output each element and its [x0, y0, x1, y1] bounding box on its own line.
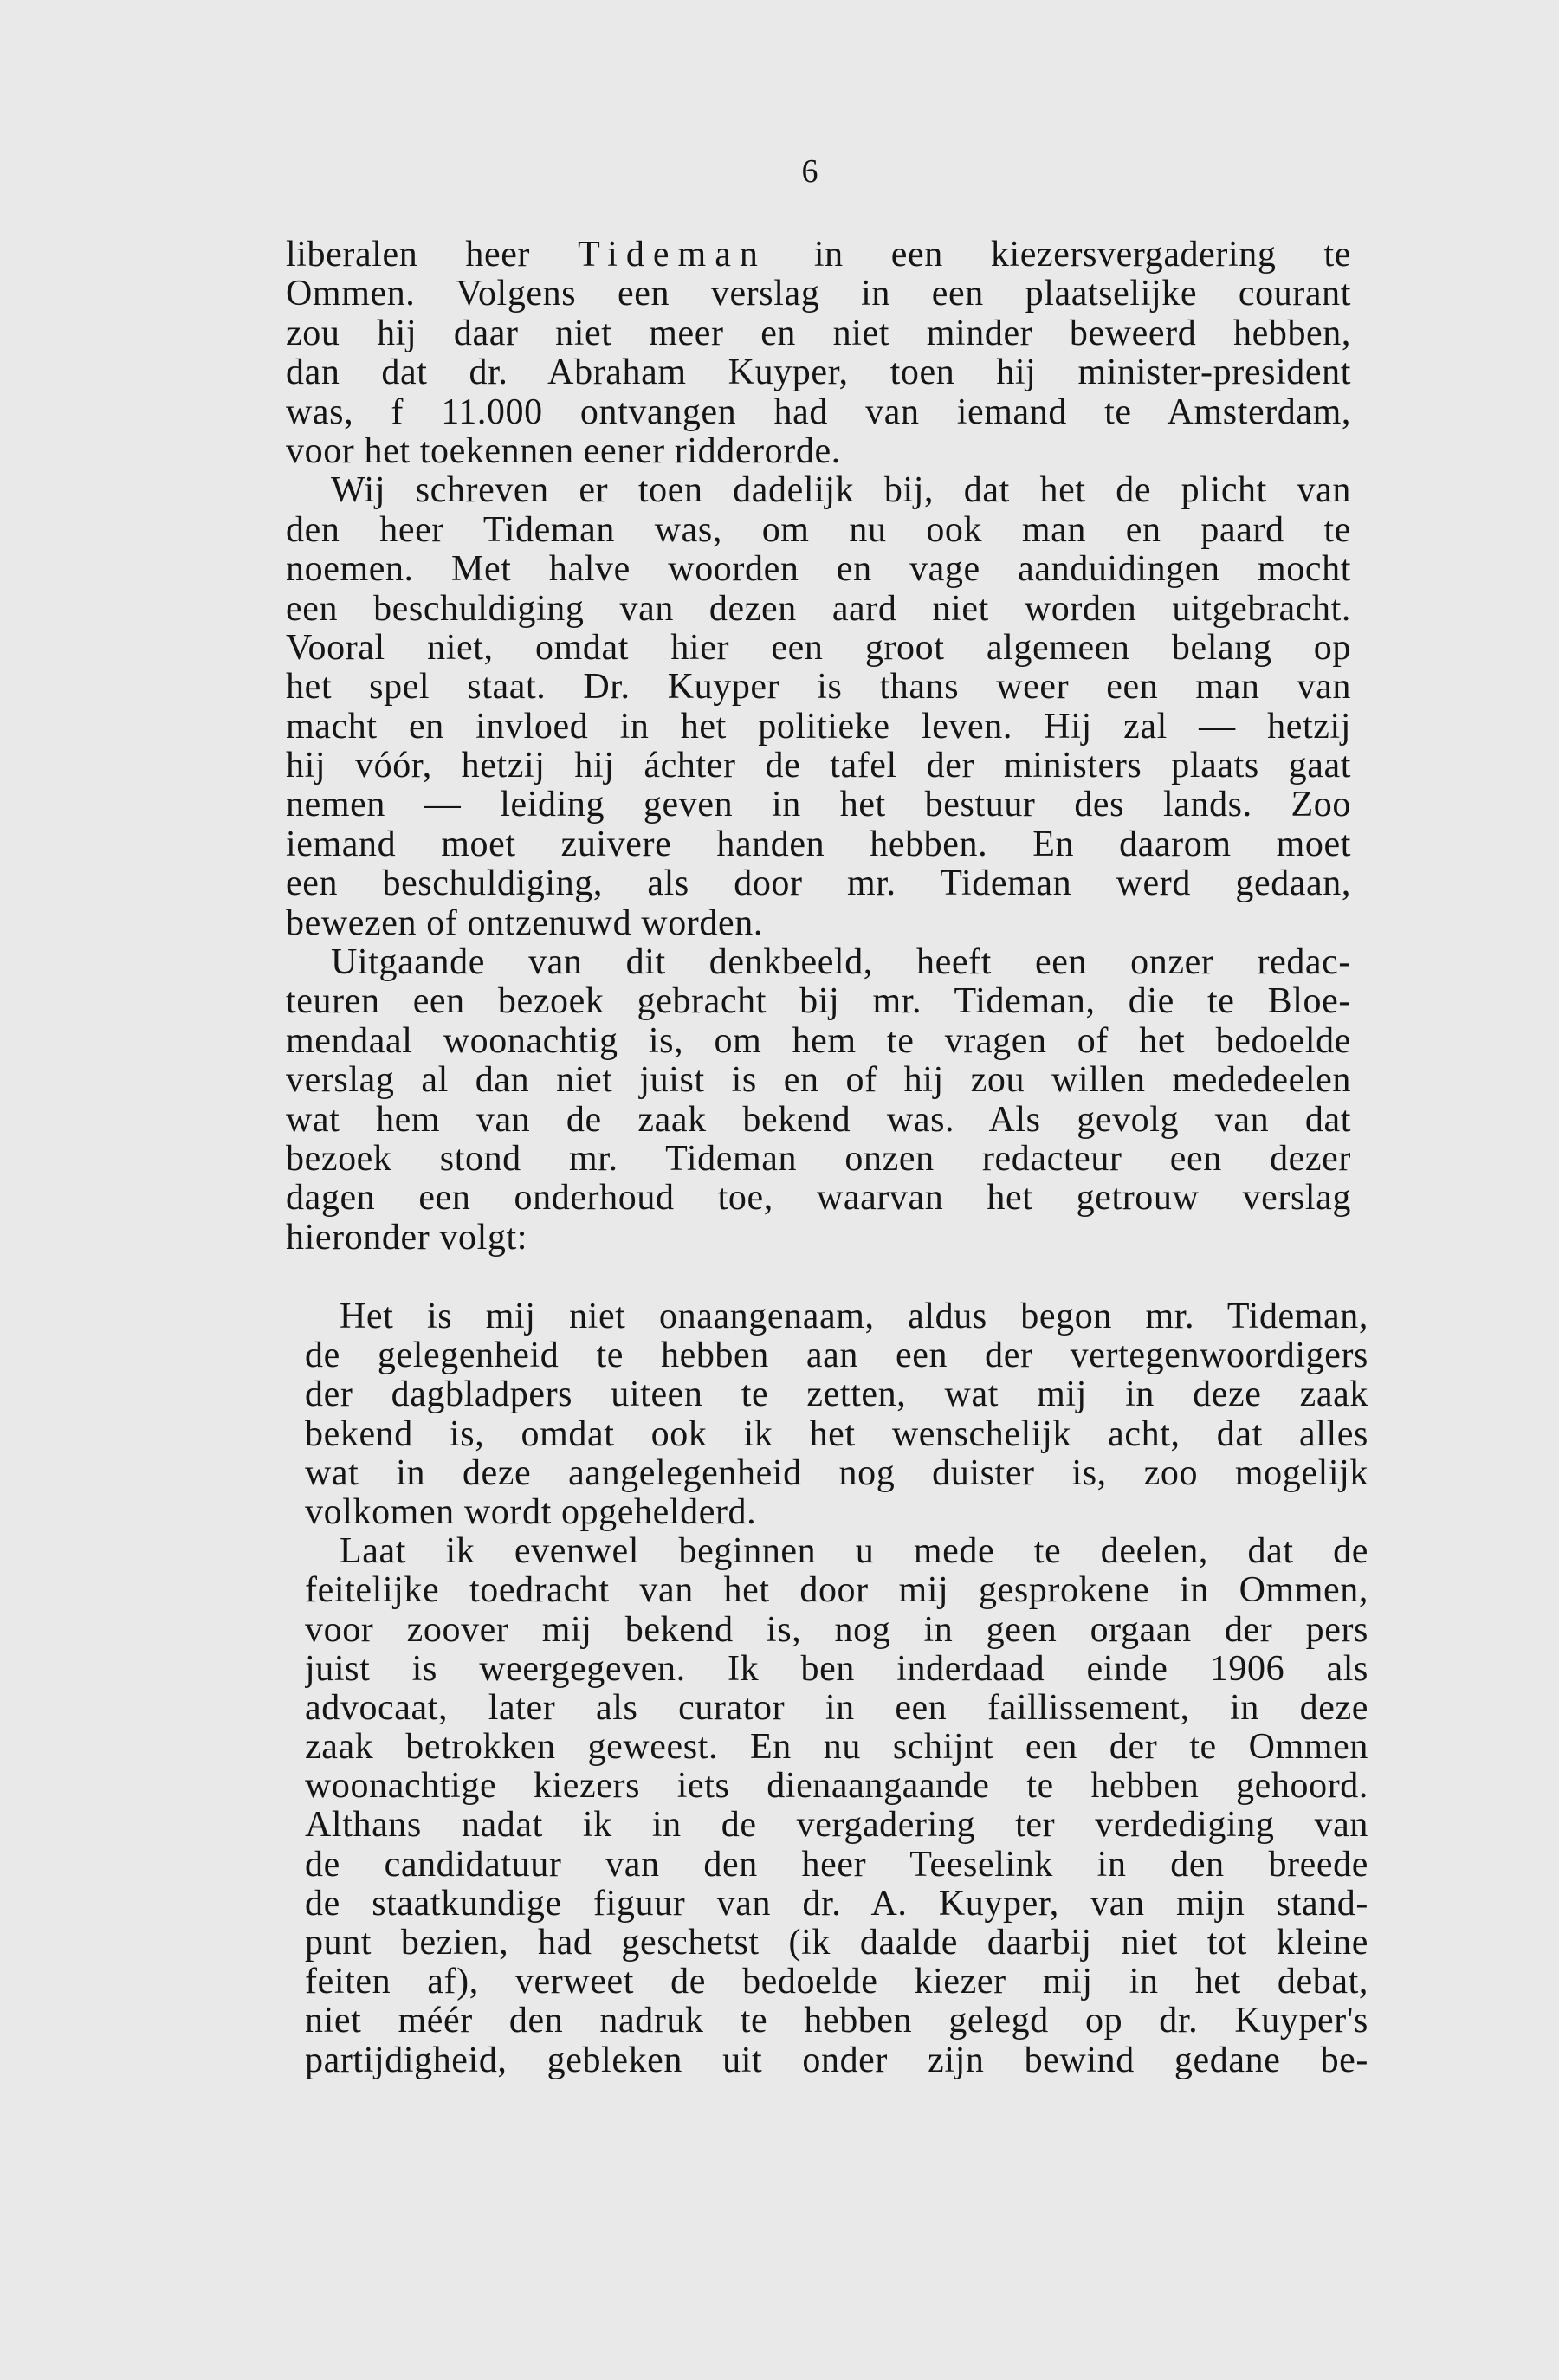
page-number: 6 [801, 153, 818, 190]
text-line: woonachtige kiezers iets dienaangaande te hebben gehoord. [305, 1767, 1368, 1807]
text-line: advocaat, later als curator in een faillissement, in deze [305, 1688, 1368, 1728]
text-line: een beschuldiging van dezen aard niet worden uitgebracht. [286, 589, 1351, 629]
text-block-interview [305, 1297, 1368, 2080]
text-line: juist is weergegeven. Ik ben inderdaad einde 1906 als [305, 1649, 1368, 1689]
text-line [286, 236, 1351, 275]
text-line: Wij schreven er toen dadelijk bij, dat het de plicht van [331, 471, 1351, 511]
text-line: dagen een onderhoud toe, waarvan het getrouw verslag [286, 1179, 1351, 1219]
text-fragment: in een kiezersvergadering te [766, 236, 1351, 275]
text-line: de staatkundige figuur van dr. A. Kuyper, van mijn stand- [305, 1884, 1368, 1924]
text-line: Uitgaande van dit denkbeeld, heeft een onzer redac- [331, 943, 1351, 983]
text-line: de candidatuur van den heer Teeselink in den breede [305, 1845, 1368, 1885]
text-line: zaak betrokken geweest. En nu schijnt een der te Ommen [305, 1728, 1368, 1768]
text-line: den heer Tideman was, om nu ook man en paard te [286, 510, 1351, 550]
text-line: wat hem van de zaak bekend was. Als gevolg van dat [286, 1100, 1351, 1140]
text-line: feiten af), verweet de bedoelde kiezer mij in het debat, [305, 1963, 1368, 2002]
text-line: zou hij daar niet meer en niet minder beweerd hebben, [286, 314, 1351, 353]
text-line: nemen — leiding geven in het bestuur des lands. Zoo [286, 786, 1351, 825]
text-line: Ommen. Volgens een verslag in een plaatselijke courant [286, 275, 1351, 314]
text-line: hieronder volgt: [286, 1218, 528, 1258]
text-line: bezoek stond mr. Tideman onzen redacteur een dezer [286, 1139, 1351, 1179]
text-line: voor het toekennen eener ridderorde. [286, 431, 841, 471]
text-line: de gelegenheid te hebben aan een der vertegenwoordigers [305, 1336, 1368, 1376]
text-line: wat in deze aangelegenheid nog duister is, zoo mogelijk [305, 1453, 1368, 1493]
spaced-name: Tideman [578, 236, 767, 275]
text-fragment: liberalen heer [286, 236, 579, 275]
text-line: hij vóór, hetzij hij áchter de tafel der ministers plaats gaat [286, 747, 1351, 786]
text-line: mendaal woonachtig is, om hem te vragen of het bedoelde [286, 1021, 1351, 1061]
text-line: punt bezien, had geschetst (ik daalde daarbij niet tot kleine [305, 1924, 1368, 1963]
text-line: bekend is, omdat ook ik het wenschelijk acht, dat alles [305, 1414, 1368, 1454]
text-line: dan dat dr. Abraham Kuyper, toen hij minister-president [286, 353, 1351, 393]
text-line: niet méér den nadruk te hebben gelegd op dr. Kuyper's [305, 2002, 1368, 2041]
text-line: Vooral niet, omdat hier een groot algemeen belang op [286, 628, 1351, 668]
text-line: het spel staat. Dr. Kuyper is thans weer een man van [286, 668, 1351, 708]
text-line: macht en invloed in het politieke leven. Hij zal — hetzij [286, 707, 1351, 747]
text-line: was, f 11.000 ontvangen had van iemand te Amsterdam, [286, 392, 1351, 432]
text-line: iemand moet zuivere handen hebben. En daarom moet [286, 825, 1351, 864]
text-line: verslag al dan niet juist is en of hij zou willen mededeelen [286, 1061, 1351, 1101]
text-line: een beschuldiging, als door mr. Tideman werd gedaan, [286, 864, 1351, 904]
text-line: bewezen of ontzenuwd worden. [286, 903, 763, 943]
text-line: Althans nadat ik in de vergadering ter verdediging van [305, 1806, 1368, 1846]
text-line: noemen. Met halve woorden en vage aanduidingen mocht [286, 550, 1351, 590]
text-block-intro [286, 236, 1351, 1258]
text-line: partijdigheid, gebleken uit onder zijn bewind gedane be- [305, 2040, 1368, 2080]
text-line: voor zoover mij bekend is, nog in geen orgaan der pers [305, 1610, 1368, 1650]
text-line: Laat ik evenwel beginnen u mede te deelen, dat de [340, 1532, 1368, 1572]
text-line: Het is mij niet onaangenaam, aldus begon mr. Tideman, [340, 1297, 1368, 1336]
text-line: teuren een bezoek gebracht bij mr. Tideman, die te Bloe- [286, 982, 1351, 1022]
text-line: volkomen wordt opgehelderd. [305, 1492, 757, 1532]
text-line: feitelijke toedracht van het door mij gesprokene in Ommen, [305, 1571, 1368, 1611]
text-line: der dagbladpers uiteen te zetten, wat mij in deze zaak [305, 1375, 1368, 1415]
